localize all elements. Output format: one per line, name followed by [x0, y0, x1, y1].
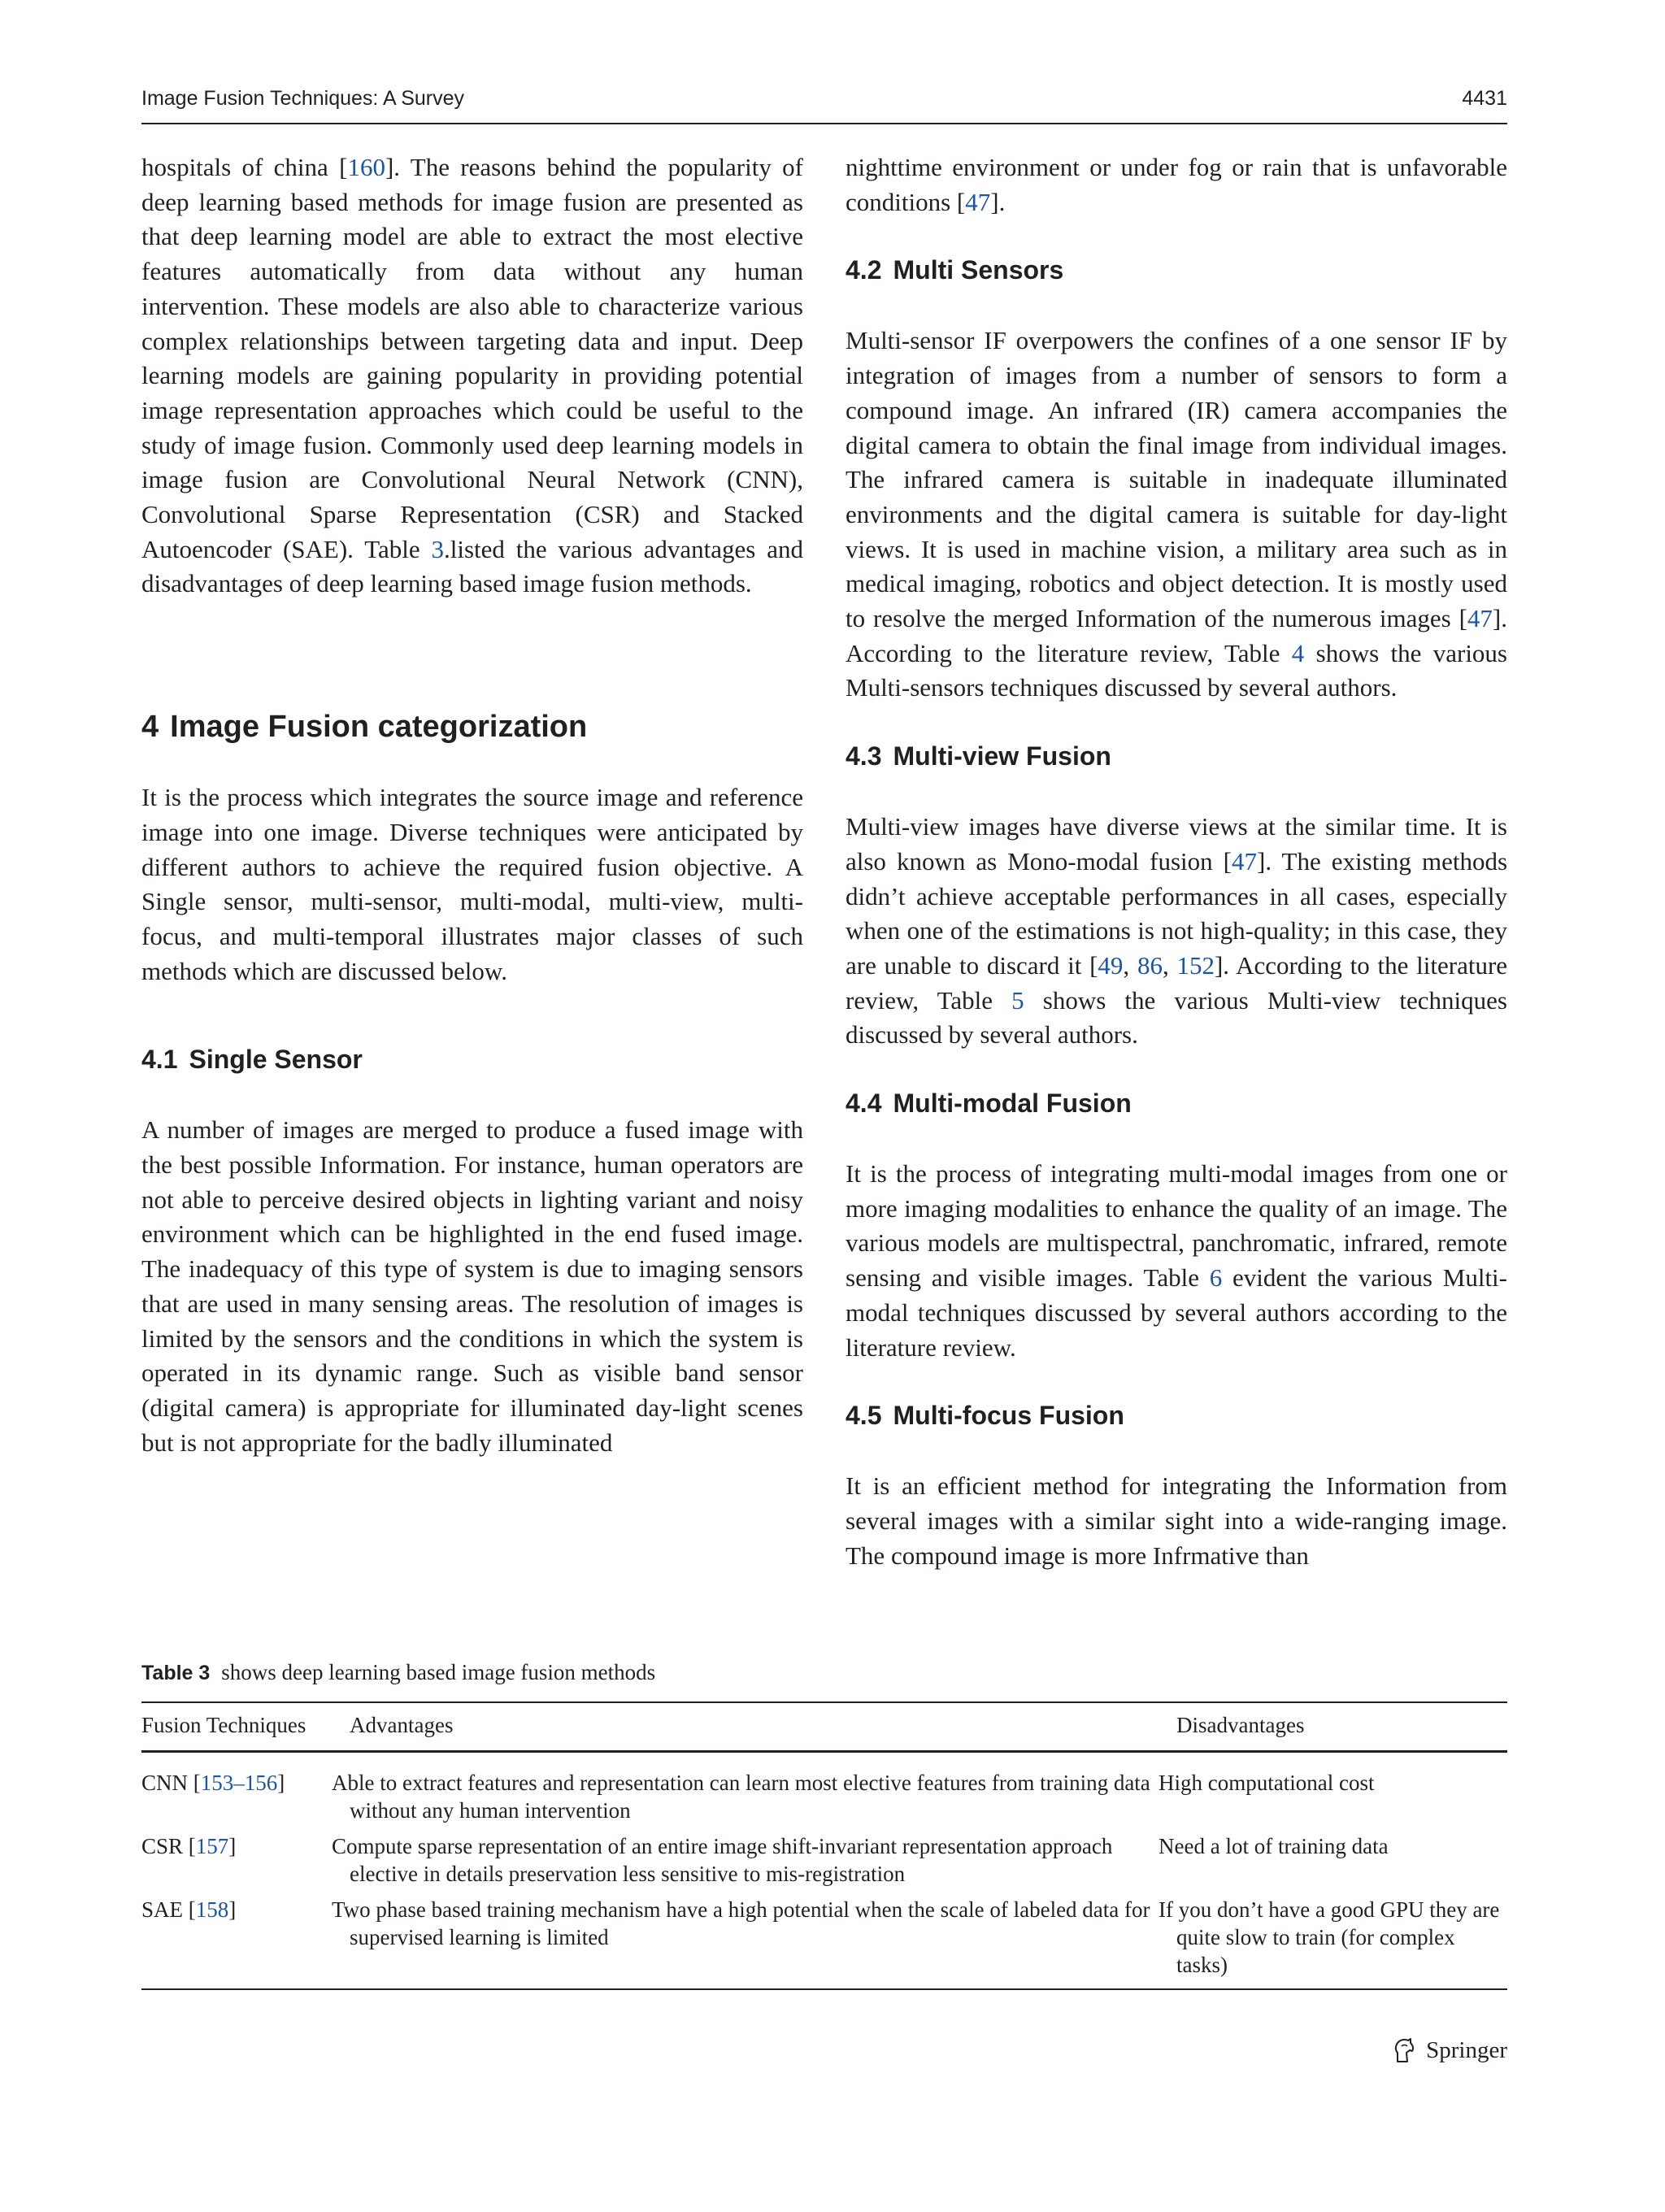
- left-column: [141, 150, 803, 1460]
- subsection-number: 4.1: [141, 1045, 178, 1075]
- table-row: [141, 1832, 1507, 1896]
- citation-link[interactable]: 4: [1291, 638, 1305, 667]
- citation-link[interactable]: 157: [195, 1834, 229, 1858]
- right-column: [846, 150, 1507, 1573]
- table-header-row: [141, 1702, 1507, 1752]
- subsection-title: Multi-view Fusion: [893, 741, 1111, 771]
- citation-link[interactable]: 6: [1209, 1263, 1223, 1293]
- advantages-cell: Able to extract features and representation can learn most elective features from training data without any human intervention: [332, 1771, 1150, 1823]
- springer-horse-icon: [1390, 2036, 1418, 2064]
- subsection-4-2-paragraph: Multi-sensor IF overpowers the confines of a one sensor IF by integration of images from a number of sensors to form a compound image. An infrared (IR) camera accompanies the digital camera to obtain the final image from individual images. The infrared camera is suitable in inadequate illuminated environments and the digital camera is suitable for day-light views. It is used in machine vision, a military area such as in medical imaging, robotics and object detection. It is mostly used to resolve the merged Information of the numerous images [47]. According to the literature review, Table 4 shows the various Multi-sensors techniques discussed by several authors.: [846, 326, 1508, 702]
- continued-paragraph: nighttime environment or under fog or rain that is unfavorable conditions [47].: [846, 153, 1507, 216]
- subsection-number: 4.4: [846, 1089, 882, 1119]
- header-fusion-techniques: Fusion Techniques: [141, 1702, 350, 1752]
- subsection-number: 4.5: [846, 1401, 882, 1431]
- subsection-4-3-heading: [846, 740, 1507, 772]
- section-4-paragraph: It is the process which integrates the source image and reference image into one image. Diverse techniques were anticipated by different authors to achieve the required fusion objective. A Single sensor, multi-sensor, multi-modal, multi-view, multi-focus, and multi-temporal illustrates major classes of such methods which are discussed below.: [141, 783, 803, 985]
- citation-link[interactable]: 152: [1176, 950, 1215, 980]
- table-row: [141, 1896, 1507, 1989]
- intro-paragraph: hospitals of china [160]. The reasons behind the popularity of deep learning based methods for image fusion are presented as that deep learning model are able to extract the most elective features automatically from data without any human intervention. These models are also able to characterize various complex relationships between targeting data and input. Deep learning models are gaining popularity in providing potential image representation approaches which could be useful to the study of image fusion. Commonly used deep learning models in image fusion are Convolutional Neural Network (CNN), Convolutional Sparse Representation (CSR) and Stacked Autoencoder (SAE). Table 3.listed the various advantages and disadvantages of deep learning based image fusion methods.: [141, 153, 803, 598]
- subsection-4-5-paragraph: It is an efficient method for integrating the Information from several images with a similar sight into a wide-ranging image. The compound image is more Infrmative than: [846, 1471, 1507, 1570]
- citation-link[interactable]: 5: [1011, 985, 1024, 1015]
- disadvantages-cell: Need a lot of training data: [1159, 1834, 1389, 1858]
- subsection-4-1-paragraph: A number of images are merged to produce a fused image with the best possible Information. For instance, human operators are not able to perceive desired objects in lighting variant and noisy environment which can be highlighted in the end fused image. The inadequacy of this type of system is due to imaging sensors that are used in many sensing areas. The resolution of images is limited by the sensors and the conditions in which the system is operated in its dynamic range. Such as visible band sensor (digital camera) is appropriate for illuminated day-light scenes but is not appropriate for the badly illuminated: [141, 1115, 803, 1457]
- subsection-title: Multi-focus Fusion: [893, 1401, 1124, 1431]
- subsection-title: Single Sensor: [189, 1045, 363, 1075]
- header-disadvantages: Disadvantages: [1176, 1702, 1507, 1752]
- page-number: 4431: [1462, 87, 1507, 110]
- running-header: [141, 87, 1507, 124]
- table-3: [141, 1701, 1507, 1990]
- subsection-4-4-paragraph: It is the process of integrating multi-modal images from one or more imaging modalities to enhance the quality of an image. The various models are multispectral, panchromatic, infrared, remote sensing and visible images. Table 6 evident the various Multi-modal techniques discussed by several authors according to the literature review.: [846, 1159, 1507, 1362]
- citation-link[interactable]: 49: [1098, 950, 1124, 980]
- subsection-4-4-heading: [846, 1087, 1507, 1119]
- publisher-name: Springer: [1426, 2036, 1507, 2063]
- subsection-number: 4.2: [846, 255, 882, 285]
- technique-cell: SAE [158]: [141, 1896, 350, 1989]
- subsection-number: 4.3: [846, 741, 882, 771]
- disadvantages-cell: If you don’t have a good GPU they are quite slow to train (for complex tasks): [1176, 1896, 1507, 1989]
- subsection-title: Multi Sensors: [893, 255, 1064, 285]
- section-title: Image Fusion categorization: [170, 710, 588, 745]
- citation-link[interactable]: 47: [1232, 846, 1257, 876]
- header-advantages: Advantages: [350, 1702, 1176, 1752]
- technique-cell: CSR [157]: [141, 1834, 237, 1858]
- citation-link[interactable]: 153–156: [200, 1771, 278, 1795]
- citation-link[interactable]: 3: [431, 534, 445, 563]
- disadvantages-cell: High computational cost: [1159, 1771, 1375, 1795]
- citation-link[interactable]: 86: [1137, 950, 1163, 980]
- subsection-4-2-heading: [846, 254, 1507, 286]
- citation-link[interactable]: 47: [965, 187, 991, 216]
- table-row: [141, 1752, 1507, 1833]
- citation-link[interactable]: 160: [347, 153, 385, 181]
- table-caption-text: shows deep learning based image fusion methods: [221, 1660, 656, 1684]
- citation-link[interactable]: 47: [1467, 604, 1493, 633]
- table-3-caption: [141, 1658, 655, 1687]
- citation-link[interactable]: 158: [195, 1897, 229, 1922]
- section-4-heading: [141, 709, 803, 745]
- technique-cell: CNN [153–156]: [141, 1771, 285, 1795]
- advantages-cell: Two phase based training mechanism have a high potential when the scale of labeled data for supervised learning is limited: [350, 1896, 1176, 1989]
- subsection-title: Multi-modal Fusion: [893, 1089, 1132, 1119]
- table-label: Table 3: [141, 1662, 211, 1684]
- section-number: 4: [141, 710, 159, 745]
- running-title: Image Fusion Techniques: A Survey: [141, 87, 464, 110]
- subsection-4-3-paragraph: Multi-view images have diverse views at the similar time. It is also known as Mono-modal fusion [47]. The existing methods didn’t achieve acceptable performances in all cases, especially when one of the estimations is not high-quality; in this case, they are unable to discard it [49, 86, 152]. According to the literature review, Table 5 shows the various Multi-view techniques discussed by several authors.: [846, 812, 1508, 1050]
- publisher-footer: [1390, 2036, 1507, 2064]
- subsection-4-1-heading: [141, 1043, 803, 1076]
- advantages-cell: Compute sparse representation of an entire image shift-invariant representation approach elective in details preservation less sensitive to mis-registration: [332, 1834, 1113, 1886]
- subsection-4-5-heading: [846, 1399, 1507, 1432]
